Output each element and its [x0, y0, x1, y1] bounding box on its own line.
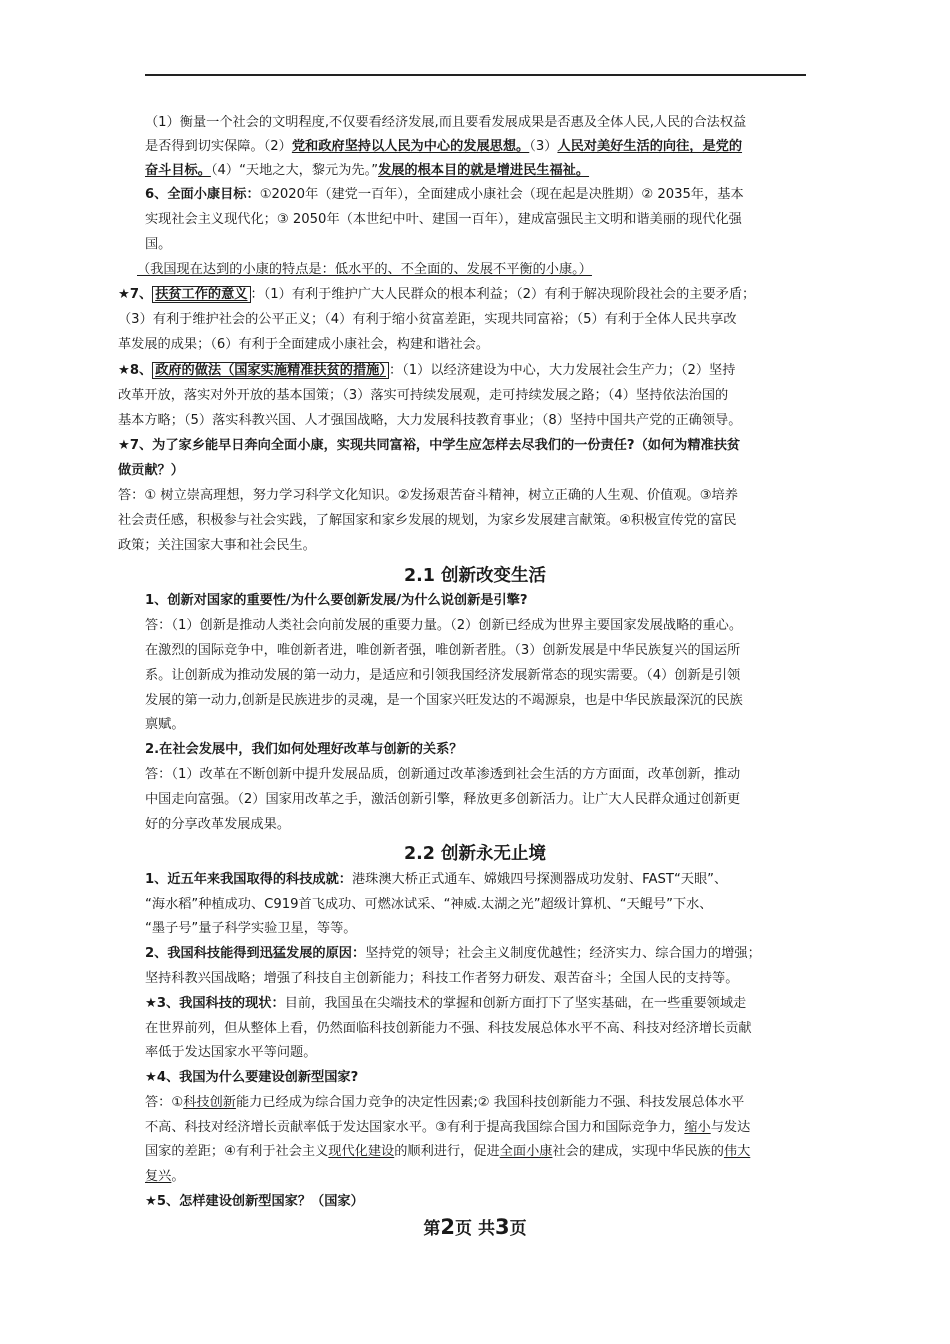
- current-page-number: 2: [440, 1215, 456, 1239]
- emphasis-text: 发展的根本目的就是增进民生福祉。: [378, 163, 590, 178]
- question-heading: 2.在社会发展中，我们如何处理好改革与创新的关系？: [145, 742, 463, 757]
- star-marker: ★8、: [118, 363, 153, 378]
- question-heading: ★5、怎样建设创新型国家？（国家）: [145, 1194, 364, 1209]
- text-line: 基本方略；（5）落实科教兴国、人才强国战略，大力发展科技教育事业；（8）坚持中国共产党的正确领导。: [118, 413, 742, 428]
- text-line: （1）衡量一个社会的文明程度,不仅要看经济发展,而且要看发展成果是否惠及全体人民,人民的合法权益: [145, 115, 747, 130]
- page-footer: 第2页 共3页: [423, 1215, 527, 1239]
- answer-line: 在激烈的国际竞争中，唯创新者进，唯创新者强，唯创新者胜。（3）创新发展是中华民族复兴的国运所: [145, 643, 741, 658]
- text-line: 实现社会主义现代化；③ 2050年（本世纪中叶、建国一百年），建成富强民主文明和谐美丽的现代化强: [145, 212, 742, 227]
- text-line: “墨子号”量子科学实验卫星，等等。: [145, 921, 357, 936]
- question-6: 6、全面小康目标：①2020年（建党一百年），全面建成小康社会（现在起是决胜期）② 2035年，基本: [145, 187, 744, 202]
- answer-line: 中国走向富强。（2）国家用改革之手，激活创新引擎，释放更多创新活力。让广大人民群众通过创新更: [145, 792, 741, 807]
- text-line: 奋斗目标。（4）“天地之大，黎元为先。”发展的根本目的就是增进民生福祉。: [145, 163, 590, 178]
- answer-line: 答：① 树立崇高理想，努力学习科学文化知识。②发扬艰苦奋斗精神，树立正确的人生观、价值观。③培养: [118, 488, 738, 503]
- text-line: 改革开放，落实对外开放的基本国策；（3）落实可持续发展观，走可持续发展之路；（4）坚持依法治国的: [118, 388, 729, 403]
- section-title: 2.2 创新永无止境: [403, 844, 547, 864]
- answer-line: 答：（1）创新是推动人类社会向前发展的重要力量。（2）创新已经成为世界主要国家发展战略的重心。: [145, 618, 743, 633]
- text-line: 革发展的成果；（6）有利于全面建成小康社会，构建和谐社会。: [118, 337, 490, 352]
- answer-line: 不高、科技对经济增长贡献率低于发达国家水平。③有利于提高我国综合国力和国际竞争力，缩小与发达: [145, 1120, 751, 1135]
- star-marker: ★7、: [118, 287, 153, 302]
- answer-line: 答：①科技创新能力已经成为综合国力竞争的决定性因素;② 我国科技创新能力不强、科技发展总体水平: [145, 1095, 745, 1110]
- text-line: 坚持科教兴国战略；增强了科技自主创新能力；科技工作者努力研发、艰苦奋斗；全国人民的支持等。: [145, 971, 739, 986]
- answer-line: 政策；关注国家大事和社会民生。: [118, 538, 316, 553]
- total-pages-number: 3: [494, 1215, 510, 1239]
- answer-line: 复兴。: [145, 1169, 185, 1184]
- boxed-heading: 扶贫工作的意义: [152, 286, 250, 303]
- emphasis-text: 奋斗目标。: [145, 163, 211, 178]
- question-heading: 2、我国科技能得到迅猛发展的原因：: [145, 946, 366, 961]
- answer-line: 禀赋。: [145, 717, 185, 732]
- text-line: 做贡献？）: [118, 463, 184, 478]
- emphasis-text: 人民对美好生活的向往，是党的: [557, 139, 743, 154]
- text-line: 在世界前列，但从整体上看，仍然面临科技创新能力不强、科技发展总体水平不高、科技对经济增长贡献: [145, 1021, 752, 1036]
- question-heading: ★3、我国科技的现状：: [145, 996, 285, 1011]
- text-line: 率低于发达国家水平等问题。: [145, 1045, 317, 1060]
- text-line: 是否得到切实保障。（2）党和政府坚持以人民为中心的发展思想。（3）人民对美好生活的向往，是党的: [145, 139, 743, 154]
- question-7-poverty: ★7、 扶贫工作的意义 ：（1）有利于维护广大人民群众的根本利益；（2）有利于解决现阶段社会的主要矛盾；: [118, 287, 756, 302]
- answer-line: 好的分享改革发展成果。: [145, 817, 291, 832]
- question-3: ★3、我国科技的现状：目前，我国虽在尖端技术的掌握和创新方面打下了坚实基础，在一些重要领域走: [145, 996, 747, 1011]
- question-heading: 1、近五年来我国取得的科技成就：: [145, 872, 352, 887]
- emphasis-text: 党和政府坚持以人民为中心的发展思想。: [291, 139, 530, 154]
- question-2: 2、我国科技能得到迅猛发展的原因：坚持党的领导；社会主义制度优越性；经济实力、综合国力的增强；: [145, 946, 761, 961]
- answer-line: 答：（1）改革在不断创新中提升发展品质，创新通过改革渗透到社会生活的方方面面，改革创新，推动: [145, 767, 741, 782]
- question-heading: ★4、我国为什么要建设创新型国家?: [145, 1070, 359, 1085]
- answer-line: 社会责任感，积极参与社会实践，了解国家和家乡发展的规划，为家乡发展建言献策。④积极宣传党的富民: [118, 513, 737, 528]
- section-title: 2.1 创新改变生活: [403, 566, 547, 586]
- answer-line: 系。让创新成为推动发展的第一动力，是适应和引领我国经济发展新常态的现实需要。（4）创新是引领: [145, 668, 741, 683]
- question-heading: 1、创新对国家的重要性/为什么要创新发展/为什么说创新是引擎?: [145, 593, 528, 608]
- answer-line: 国家的差距；④有利于社会主义现代化建设的顺利进行，促进全面小康社会的建成，实现中华民族的伟大: [145, 1144, 751, 1159]
- text-line: （3）有利于维护社会的公平正义；（4）有利于缩小贫富差距，实现共同富裕；（5）有利于全体人民共享改: [118, 312, 737, 327]
- text-line: 国。: [145, 237, 172, 252]
- text-line: “海水稻”种植成功、C919首飞成功、可燃冰试采、“神威.太湖之光”超级计算机、“天鲲号”下水、: [145, 897, 713, 912]
- boxed-heading: 政府的做法（国家实施精准扶贫的措施）: [152, 362, 389, 379]
- question-8: ★8、 政府的做法（国家实施精准扶贫的措施） ：（1）以经济建设为中心，大力发展社会生产力；（2）坚持: [118, 363, 736, 378]
- question-7-students: ★7、为了家乡能早日奔向全面小康，实现共同富裕，中学生应怎样去尽我们的一份责任?（如何为精准扶贫: [118, 438, 741, 453]
- note-line: （我国现在达到的小康的特点是：低水平的、不全面的、发展不平衡的小康。）: [137, 262, 592, 277]
- question-1: 1、近五年来我国取得的科技成就：港珠澳大桥正式通车、嫦娥四号探测器成功发射、FAST“天眼”、: [145, 872, 728, 887]
- header-rule: [145, 74, 806, 76]
- answer-line: 发展的第一动力,创新是民族进步的灵魂，是一个国家兴旺发达的不竭源泉，也是中华民族最深沉的民族: [145, 693, 743, 708]
- question-heading: 6、全面小康目标：: [145, 187, 260, 202]
